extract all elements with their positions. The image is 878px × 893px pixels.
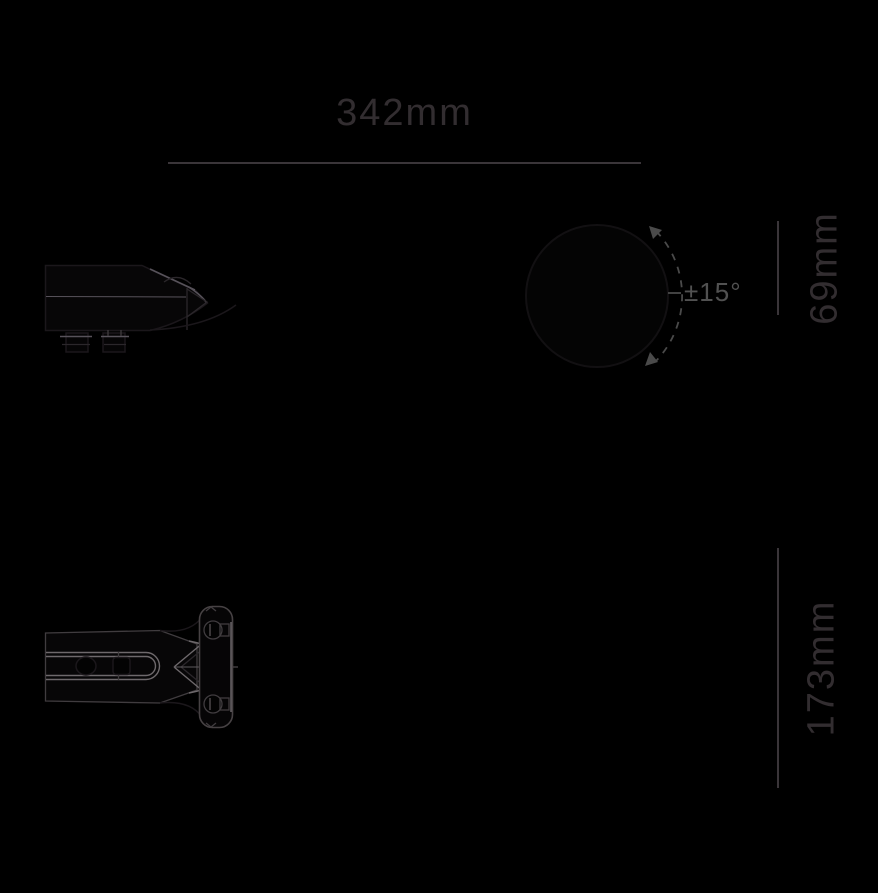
bracket-screw-bottom <box>204 695 222 713</box>
plan-view-drawing <box>46 607 239 728</box>
side-view-drawing <box>46 225 683 367</box>
bracket-screw-top <box>204 621 222 639</box>
side-view-centerline <box>46 297 186 298</box>
side-view-body-outline <box>46 266 208 331</box>
slot-screw-left <box>76 657 96 675</box>
yoke-arm-bottom <box>160 703 202 717</box>
tilt-angle-label: ±15° <box>684 277 742 307</box>
lamp-head-outline <box>526 225 668 367</box>
slot-screw-right <box>113 658 130 675</box>
side-height-dimension-label: 69mm <box>803 211 846 325</box>
top-width-dimension-label: 342mm <box>336 92 473 134</box>
tilt-arc-arrow-up <box>649 226 662 239</box>
plan-height-dimension-label: 173mm <box>800 599 843 737</box>
yoke-arm-top <box>160 617 202 631</box>
tilt-arc-arrow-down <box>645 352 658 366</box>
